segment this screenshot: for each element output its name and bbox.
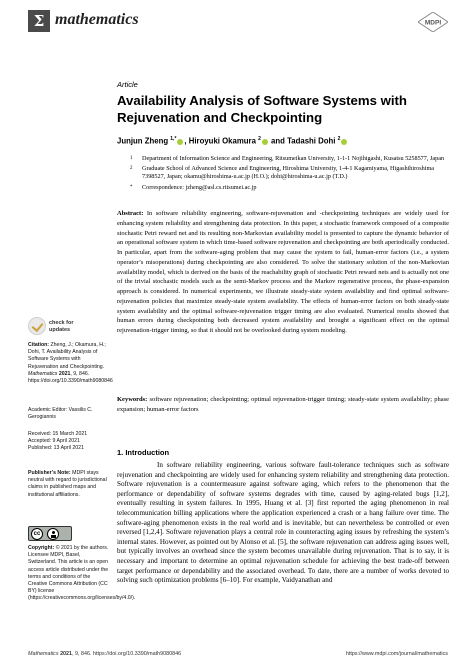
copyright-label: Copyright: <box>28 545 55 551</box>
keywords-label: Keywords: <box>117 396 148 403</box>
citation-text: Zheng, J.; Okamura, H.; Dohi, T. Availability Analysis of Software Systems with Rejuvenation and Checkpointing. <box>28 342 106 370</box>
affiliation-text: Graduate School of Advanced Science and Engineering, Hiroshima University, 1-4-1 Kagamiyama, Higashihiroshima 7398527, Japan; okamu@hiroshima-u.ac.jp (H.O.); dohi@hiroshima-u.ac.jp (T.D.) <box>142 165 435 181</box>
abstract-text: In software reliability engineering, software-rejuvenation and -checkpointing techniques are widely used for enhancing system reliability and strengthening data protection. In this paper, a stochastic framework composed of a composite stochastic Petri reward net and its resulting non-Markovian availability model is presented to capture the dynamic behavior of an operational software system in which time-based software rejuvenation and checkpointing are both aperiodically conducted. In particular, apart from the software-aging problem that may cause the system to fail, human-error factors (i.e., a system operator’s misoperations) during checkpointing are also considered. To solve the stationary solution of the non-Markovian availability model, which is derived on the basis of the reachability graph of stochastic Petri reward nets and is actually not one of the trivial stochastic models such as the semi-Markov process and the Markov regenerative process, the phase-expansion approach is considered. In numerical experiments, we illustrate steady-state system availability and find optimal software-rejuvenation policies that maximize steady-state system availability. The effects of human-error factors on both steady-state system availability and the optimal software-rejuvenation trigger timing are also evaluated. Numerical results showed that human errors during checkpointing both decreased system availability and brought a significant effect on the optimal rejuvenation-trigger timing, so that it should not be overlooked during system modeling. <box>117 210 449 334</box>
keywords <box>117 395 449 415</box>
check-for-updates-label: check for updates <box>49 320 74 333</box>
journal-logo-icon: Σ <box>28 10 50 32</box>
publisher-note-label: Publisher’s Note: <box>28 470 71 476</box>
abstract-label: Abstract: <box>117 210 144 217</box>
academic-editor: Academic Editor: Vassilis C. Gerogiannis <box>28 407 93 421</box>
author-affiliation-mark: 2 <box>337 136 341 142</box>
affiliation-text: Department of Information Science and Engineering, Ritsumeikan University, 1-1-1 Nojihigashi, Kusatsu 5258577, Japan <box>142 155 445 162</box>
citation-journal: Mathematics <box>28 370 58 377</box>
attribution-icon <box>47 528 59 540</box>
orcid-icon[interactable] <box>262 139 268 145</box>
published-date: Published: 13 April 2021 <box>28 445 84 452</box>
affiliation-item <box>130 165 450 181</box>
journal-url-link[interactable]: https://www.mdpi.com/journal/mathematics <box>345 651 448 657</box>
citation-block <box>28 342 113 385</box>
affiliation-number: 1 <box>130 156 133 161</box>
mdpi-logo-text: MDPI <box>424 19 442 27</box>
orcid-icon[interactable] <box>341 139 347 145</box>
orcid-icon[interactable] <box>177 139 183 145</box>
introduction-text: In software reliability engineering, various software fault-tolerance techniques such as software rejuvenation and checkpointing are widely used for enhancing system reliability and strengthening data protection. Software rejuvenation is a countermeasure against software aging, which refers to the phenomenon that the performance or dependability of software systems degrades with time, caused by aging-related bugs [1,2], eventually resulting in system failures. In 1995, Huang et al. [3] first reported the aging phenomenon in real telecommunication billing applications where the application experienced a crash or a hang failure over time. The software-aging phenomenon exists in the real world and is inevitable, but can nevertheless be controlled or even reversed [1,2,4]. Software rejuvenation plays a central role in counteracting aging issues by refreshing the system’s internal states. However, as pointed out by Alonso et al. [5], the software rejuvenation can address aging issues well, but typically involves an overhead since the system becomes unavailable during rejuvenation. That is to say, it is necessary and important to determine an optimal rejuvenation schedule for achieving the best trade-off between target performance or dependability and the associated overhead. To date, there are a number of works devoted to solving such optimization problems [6–10]. For example, Vaidyanathan and <box>117 461 449 585</box>
affiliation-number: 2 <box>130 166 133 172</box>
journal-name: mathematics <box>55 11 139 28</box>
publisher-note-text: MDPI stays neutral with regard to jurisdictional claims in published maps and institutional affiliations. <box>28 470 107 498</box>
check-for-updates-icon <box>28 317 46 335</box>
keywords-text: software rejuvenation; checkpointing; optimal rejuvenation-trigger timing; steady-state system availability; phase expansion; human-error factors <box>117 396 450 413</box>
affiliations <box>130 155 450 194</box>
abstract <box>117 209 449 336</box>
accepted-date: Accepted: 9 April 2021 <box>28 438 80 445</box>
author-affiliation-mark: 1,* <box>170 136 177 142</box>
cc-icon: cc <box>31 528 43 540</box>
publisher-note <box>28 470 110 499</box>
section-heading: 1. Introduction <box>117 448 170 457</box>
affiliation-item <box>130 184 450 192</box>
article-type: Article <box>117 80 138 89</box>
received-date: Received: 15 March 2021 <box>28 431 88 437</box>
author-name[interactable]: Hiroyuki Okamura <box>188 136 256 146</box>
check-for-updates-button[interactable] <box>28 317 88 337</box>
citation-year: 2021 <box>58 370 71 377</box>
citation-label: Citation: <box>28 342 50 348</box>
author-name[interactable]: Tadashi Dohi <box>287 136 336 146</box>
copyright-text: © 2021 by the authors. Licensee MDPI, Basel, Switzerland. This article is an open access article distributed under the terms and conditions of the Creative Commons Attribution (CC BY) license (https://creativecommons.org/licenses/by/4.0/). <box>28 545 136 602</box>
author-conjunction: and <box>271 136 285 146</box>
journal-header <box>28 10 448 36</box>
copyright-block <box>28 545 136 603</box>
affiliation-number: * <box>130 184 133 190</box>
citation-doi[interactable]: , 9, 846. https://doi.org/10.3390/math9080846 <box>28 370 113 385</box>
author-line: Junjun Zheng $^{1,*}$ , Hiroyuki Okamura $^2$ and Tadashi Dohi $^2$ <box>117 136 348 146</box>
author-affiliation-mark: 2 <box>258 136 261 142</box>
footer-citation: Mathematics 2021, 9, 846. https://doi.org/10.3390/math9080846 <box>28 651 182 657</box>
author-name[interactable]: Junjun Zheng <box>117 136 169 146</box>
mdpi-logo-icon <box>418 12 448 32</box>
affiliation-item <box>130 155 450 163</box>
article-title: Availability Analysis of Software Systems with Rejuvenation and Checkpointing <box>117 93 407 125</box>
dates-block <box>28 431 110 453</box>
cc-by-license-badge[interactable] <box>28 526 72 541</box>
correspondence-text: Correspondence: jzheng@asl.cs.ritsumei.ac.jp <box>142 183 257 191</box>
